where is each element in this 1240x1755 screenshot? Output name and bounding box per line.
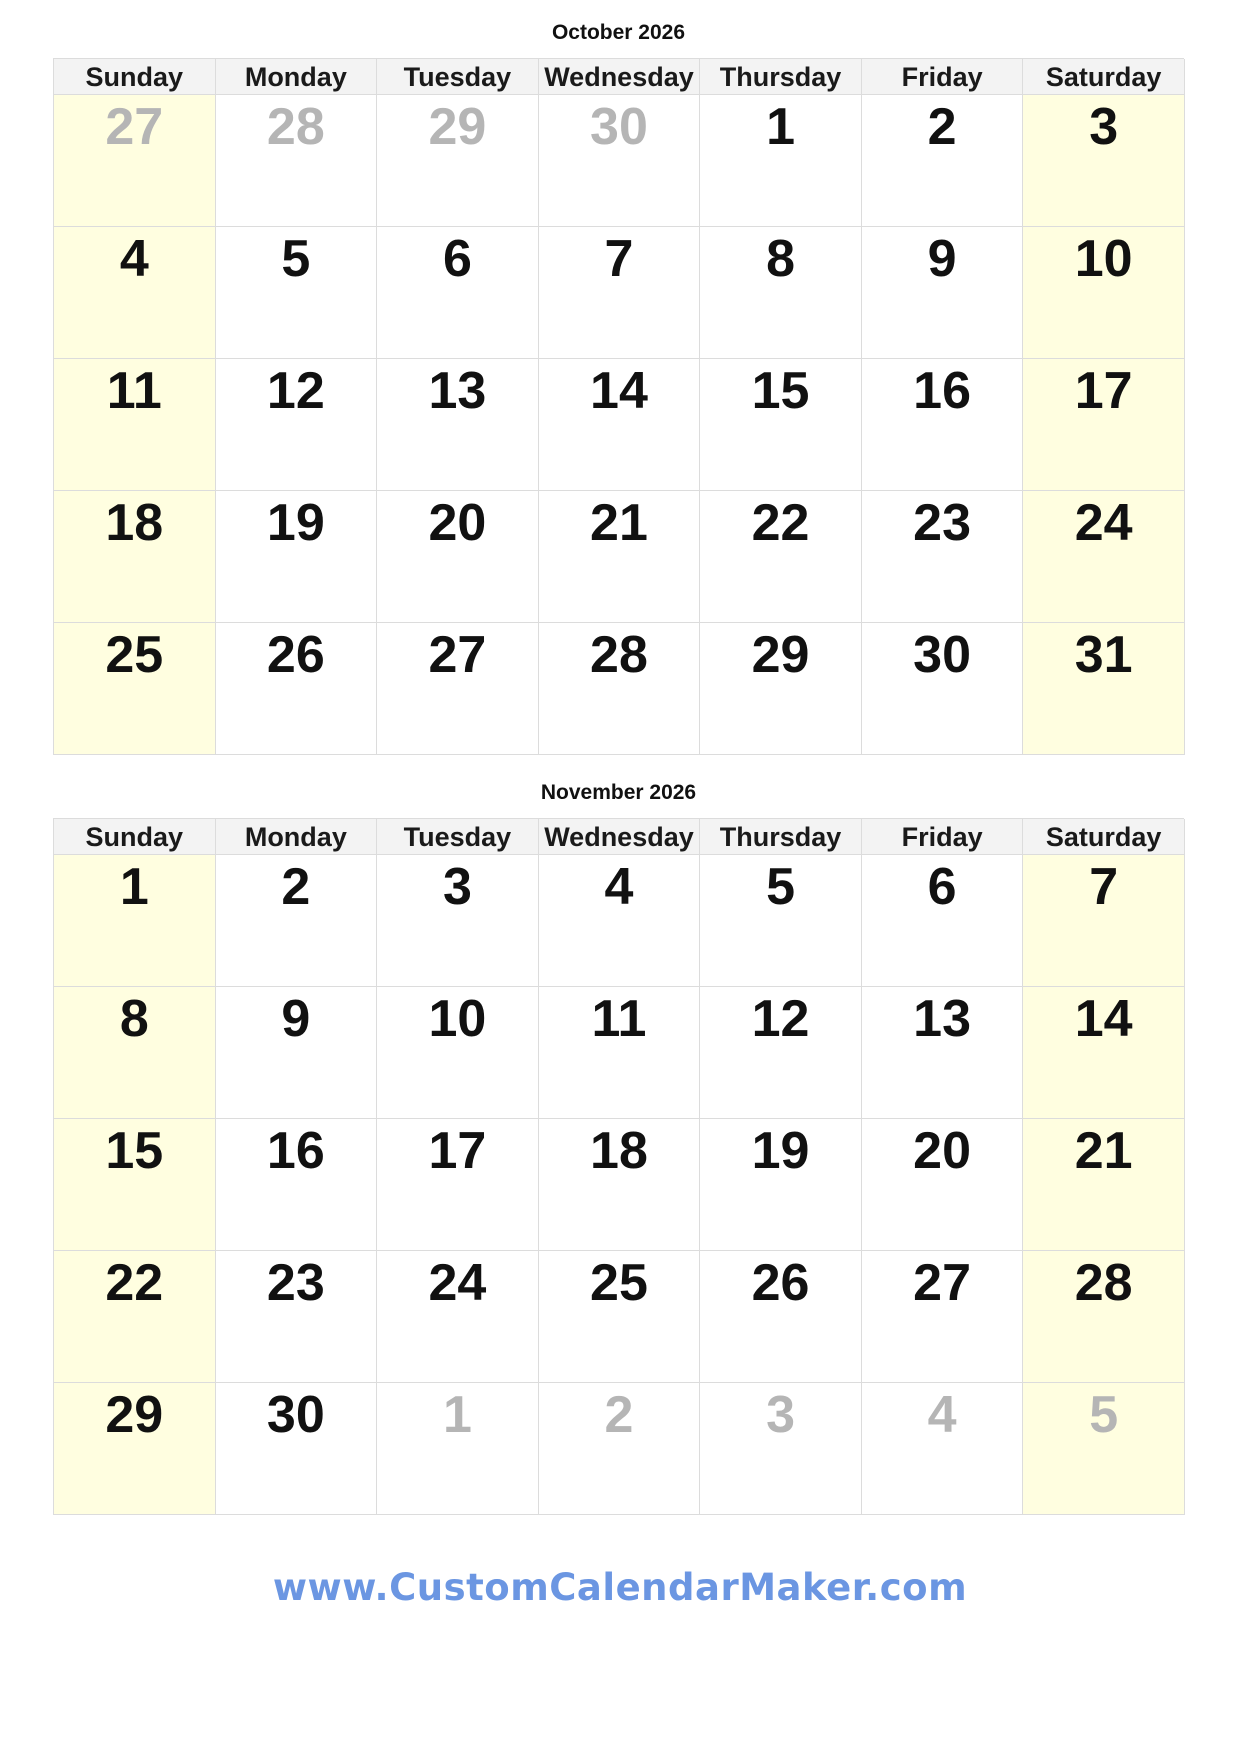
day-cell xyxy=(54,855,216,987)
week-row xyxy=(54,623,1184,755)
day-cell-other-month xyxy=(862,1383,1024,1515)
weekday-header-row xyxy=(54,819,1184,855)
day-cell xyxy=(539,1251,701,1383)
day-number: 19 xyxy=(266,494,325,552)
day-cell-other-month xyxy=(216,95,378,227)
day-number: 21 xyxy=(590,494,648,552)
day-cell xyxy=(539,623,701,755)
day-cell xyxy=(862,855,1024,987)
day-cell xyxy=(54,1119,216,1251)
day-cell xyxy=(1023,855,1185,987)
day-number: 1 xyxy=(766,98,795,156)
day-cell xyxy=(539,491,701,623)
day-cell xyxy=(216,1251,378,1383)
day-number: 5 xyxy=(1089,1386,1119,1444)
day-number: 10 xyxy=(1074,230,1133,288)
day-cell xyxy=(1023,359,1185,491)
day-number: 17 xyxy=(428,1122,487,1180)
day-cell xyxy=(539,987,701,1119)
weekday-header: Thursday xyxy=(700,819,862,855)
day-number: 5 xyxy=(281,230,311,288)
day-number: 31 xyxy=(1074,626,1133,684)
weekday-header: Sunday xyxy=(54,819,216,855)
day-number: 9 xyxy=(927,230,957,288)
day-cell xyxy=(700,491,862,623)
day-cell xyxy=(862,1119,1024,1251)
day-number: 17 xyxy=(1074,362,1133,420)
day-number: 28 xyxy=(266,98,325,156)
day-cell xyxy=(1023,227,1185,359)
day-cell xyxy=(700,1251,862,1383)
day-cell xyxy=(54,1383,216,1515)
day-number: 29 xyxy=(428,98,487,156)
day-number: 6 xyxy=(442,230,472,288)
day-number: 3 xyxy=(1089,98,1119,156)
weekday-header: Tuesday xyxy=(377,819,539,855)
day-cell xyxy=(377,227,539,359)
day-number: 2 xyxy=(927,98,957,156)
week-row xyxy=(54,359,1184,491)
day-number: 28 xyxy=(590,626,648,684)
day-number: 23 xyxy=(266,1254,325,1312)
day-number: 27 xyxy=(428,626,487,684)
footer-website-url[interactable]: www.CustomCalendarMaker.com xyxy=(272,1566,968,1609)
day-cell-other-month xyxy=(539,1383,701,1515)
day-cell xyxy=(862,227,1024,359)
weekday-header-row xyxy=(54,59,1184,95)
day-cell xyxy=(216,623,378,755)
day-cell xyxy=(377,491,539,623)
day-number: 27 xyxy=(913,1254,972,1312)
day-cell xyxy=(377,987,539,1119)
month-title: October 2026 xyxy=(551,21,686,44)
day-number: 3 xyxy=(442,858,472,916)
day-number: 12 xyxy=(751,990,810,1048)
weekday-header: Friday xyxy=(862,819,1024,855)
day-cell xyxy=(377,855,539,987)
day-number: 25 xyxy=(590,1254,648,1312)
day-cell xyxy=(377,623,539,755)
day-number: 4 xyxy=(119,230,149,288)
day-number: 2 xyxy=(281,858,311,916)
day-number: 16 xyxy=(913,362,972,420)
day-number: 15 xyxy=(751,362,810,420)
day-number: 8 xyxy=(119,990,149,1048)
day-number: 14 xyxy=(590,362,648,420)
day-number: 20 xyxy=(428,494,487,552)
day-number: 19 xyxy=(751,1122,810,1180)
day-number: 24 xyxy=(428,1254,487,1312)
day-cell xyxy=(216,227,378,359)
day-number: 30 xyxy=(590,98,648,156)
day-number: 4 xyxy=(927,1386,957,1444)
day-number: 22 xyxy=(105,1254,164,1312)
day-cell xyxy=(700,987,862,1119)
day-number: 3 xyxy=(766,1386,795,1444)
month-title: November 2026 xyxy=(540,781,697,804)
day-cell xyxy=(700,95,862,227)
day-number: 12 xyxy=(266,362,325,420)
day-cell xyxy=(539,227,701,359)
day-number: 18 xyxy=(105,494,164,552)
day-number: 28 xyxy=(1074,1254,1133,1312)
day-cell xyxy=(700,359,862,491)
week-row xyxy=(54,987,1184,1119)
day-number: 23 xyxy=(913,494,972,552)
day-cell xyxy=(216,1383,378,1515)
day-number: 30 xyxy=(266,1386,325,1444)
day-number: 20 xyxy=(913,1122,972,1180)
day-number: 1 xyxy=(442,1386,472,1444)
day-number: 27 xyxy=(105,98,164,156)
day-number: 4 xyxy=(604,858,634,916)
day-number: 24 xyxy=(1074,494,1133,552)
day-cell xyxy=(862,1251,1024,1383)
day-number: 5 xyxy=(766,858,795,916)
day-cell xyxy=(216,987,378,1119)
weekday-header: Wednesday xyxy=(539,819,701,855)
day-cell-other-month xyxy=(700,1383,862,1515)
day-cell xyxy=(539,855,701,987)
day-cell xyxy=(539,1119,701,1251)
day-number: 2 xyxy=(604,1386,634,1444)
day-cell xyxy=(377,1251,539,1383)
day-cell xyxy=(862,987,1024,1119)
day-cell xyxy=(54,1251,216,1383)
day-number: 29 xyxy=(105,1386,164,1444)
day-number: 9 xyxy=(281,990,311,1048)
day-cell xyxy=(216,1119,378,1251)
day-number: 26 xyxy=(266,626,325,684)
week-row xyxy=(54,1251,1184,1383)
day-cell xyxy=(216,855,378,987)
day-number: 30 xyxy=(913,626,972,684)
day-cell xyxy=(862,95,1024,227)
weekday-header: Thursday xyxy=(700,59,862,95)
day-cell xyxy=(1023,491,1185,623)
calendar-grid xyxy=(53,58,1184,755)
weekday-header: Wednesday xyxy=(539,59,701,95)
day-cell-other-month xyxy=(1023,1383,1185,1515)
day-number: 11 xyxy=(106,362,162,420)
day-cell xyxy=(216,359,378,491)
day-cell xyxy=(1023,1251,1185,1383)
day-number: 13 xyxy=(428,362,487,420)
day-cell xyxy=(862,491,1024,623)
day-number: 7 xyxy=(1089,858,1119,916)
week-row xyxy=(54,227,1184,359)
day-cell xyxy=(700,855,862,987)
day-cell xyxy=(54,987,216,1119)
day-cell-other-month xyxy=(539,95,701,227)
day-number: 1 xyxy=(119,858,149,916)
weekday-header: Monday xyxy=(216,59,378,95)
day-number: 22 xyxy=(751,494,810,552)
weekday-header: Friday xyxy=(862,59,1024,95)
day-cell xyxy=(700,1119,862,1251)
day-number: 18 xyxy=(590,1122,648,1180)
day-number: 29 xyxy=(751,626,810,684)
day-number: 15 xyxy=(105,1122,164,1180)
day-cell xyxy=(54,491,216,623)
day-number: 10 xyxy=(428,990,487,1048)
week-row xyxy=(54,1383,1184,1515)
day-cell xyxy=(1023,987,1185,1119)
day-cell-other-month xyxy=(377,1383,539,1515)
day-cell xyxy=(1023,1119,1185,1251)
day-number: 14 xyxy=(1074,990,1133,1048)
day-number: 21 xyxy=(1074,1122,1133,1180)
weekday-header: Saturday xyxy=(1023,819,1185,855)
day-cell xyxy=(54,359,216,491)
calendar-grid xyxy=(53,818,1184,1515)
day-number: 16 xyxy=(266,1122,325,1180)
day-cell xyxy=(1023,623,1185,755)
day-cell-other-month xyxy=(377,95,539,227)
weekday-header: Saturday xyxy=(1023,59,1185,95)
weekday-header: Sunday xyxy=(54,59,216,95)
day-cell xyxy=(862,359,1024,491)
day-cell xyxy=(377,1119,539,1251)
day-number: 13 xyxy=(913,990,972,1048)
day-cell xyxy=(216,491,378,623)
day-number: 6 xyxy=(927,858,957,916)
week-row xyxy=(54,95,1184,227)
day-cell xyxy=(377,359,539,491)
week-row xyxy=(54,491,1184,623)
week-row xyxy=(54,1119,1184,1251)
day-number: 8 xyxy=(766,230,795,288)
day-number: 26 xyxy=(751,1254,810,1312)
weekday-header: Monday xyxy=(216,819,378,855)
day-cell xyxy=(700,227,862,359)
day-number: 7 xyxy=(604,230,634,288)
weekday-header: Tuesday xyxy=(377,59,539,95)
day-cell xyxy=(54,623,216,755)
day-cell-other-month xyxy=(54,95,216,227)
day-cell xyxy=(539,359,701,491)
week-row xyxy=(54,855,1184,987)
day-cell xyxy=(1023,95,1185,227)
day-number: 25 xyxy=(105,626,164,684)
day-cell xyxy=(54,227,216,359)
day-number: 11 xyxy=(591,990,647,1048)
day-cell xyxy=(862,623,1024,755)
day-cell xyxy=(700,623,862,755)
